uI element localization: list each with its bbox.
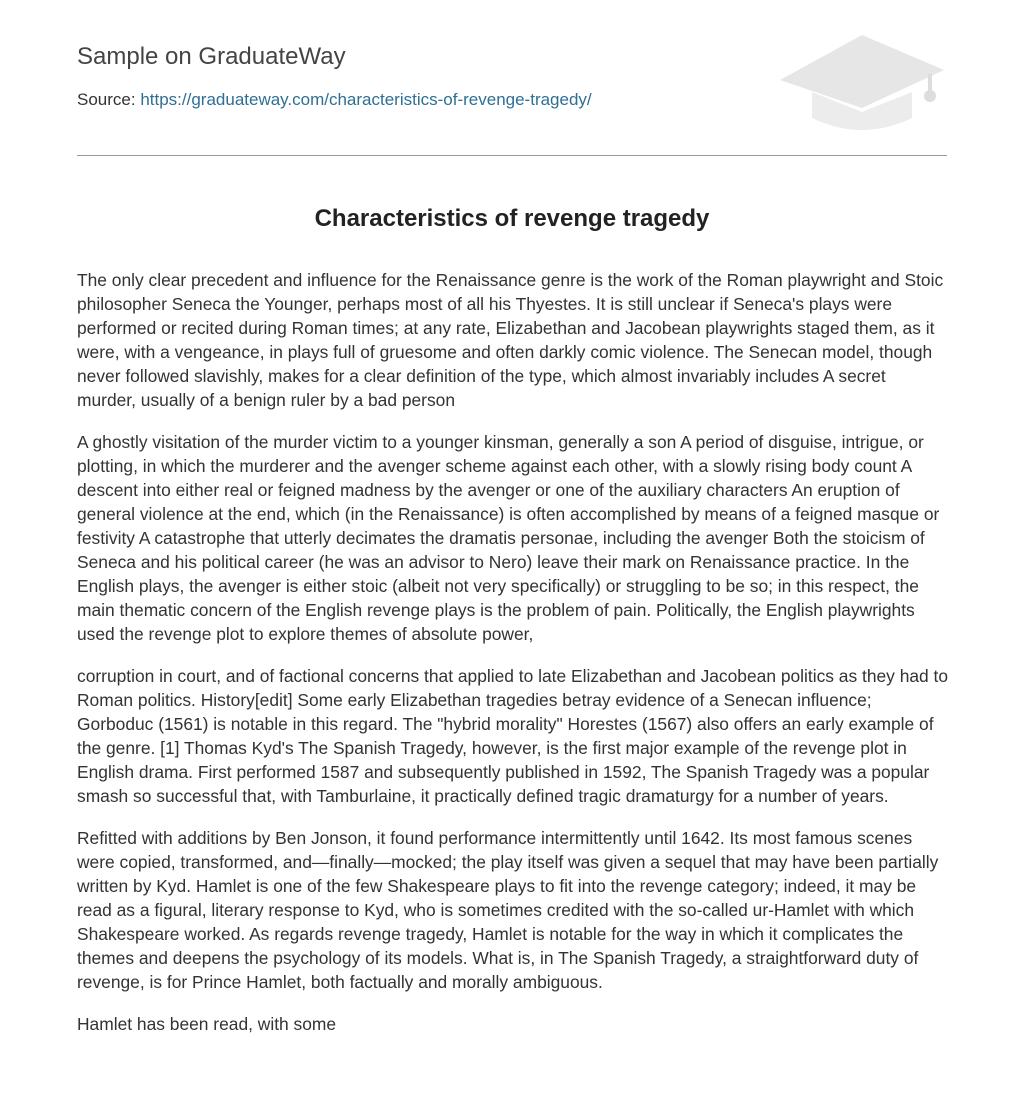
- site-title: Sample on GraduateWay: [77, 43, 346, 70]
- source-label: Source:: [77, 90, 141, 109]
- source-line: [77, 90, 592, 110]
- header-divider: [77, 155, 947, 156]
- article-paragraph: Refitted with additions by Ben Jonson, it found performance intermittently until 1642. Its most famous scenes were copied, transformed, and—finally—mocked; the play itself was given a sequel that may have been partially written by Kyd. Hamlet is one of the few Shakespeare plays to fit into the revenge category; indeed, it may be read as a figural, literary response to Kyd, who is sometimes credited with the so-called ur-Hamlet with which Shakespeare worked. As regards revenge tragedy, Hamlet is notable for the way in which it complicates the themes and deepens the psychology of its models. What is, in The Spanish Tragedy, a straightforward duty of revenge, is for Prince Hamlet, both factually and morally ambiguous.: [77, 828, 939, 992]
- graduation-cap-icon: [780, 30, 946, 134]
- article-paragraph: Hamlet has been read, with some: [77, 1014, 337, 1034]
- page-header: [77, 0, 947, 156]
- source-link[interactable]: https://graduateway.com/characteristics-of-revenge-tragedy/: [140, 90, 592, 109]
- article-paragraph: The only clear precedent and influence for the Renaissance genre is the work of the Roman playwright and Stoic philosopher Seneca the Younger, perhaps most of all his Thyestes. It is still unclear if Seneca's plays were performed or recited during Roman times; at any rate, Elizabethan and Jacobean playwrights staged them, as it were, with a vengeance, in plays full of gruesome and often darkly comic violence. The Senecan model, though never followed slavishly, makes for a clear definition of the type, which almost invariably includes A secret murder, usually of a benign ruler by a bad person: [77, 270, 944, 410]
- article-title: Characteristics of revenge tragedy: [314, 205, 710, 232]
- article-paragraph: A ghostly visitation of the murder victim to a younger kinsman, generally a son A period of disguise, intrigue, or plotting, in which the murderer and the avenger scheme against each other, with a slowly rising body count A descent into either real or feigned madness by the avenger or one of the auxiliary characters An eruption of general violence at the end, which (in the Renaissance) is often accomplished by means of a feigned masque or festivity A catastrophe that utterly decimates the dramatis personae, including the avenger Both the stoicism of Seneca and his political career (he was an advisor to Nero) leave their mark on Renaissance practice. In the English plays, the avenger is either stoic (albeit not very specifically) or struggling to be so; in this respect, the main thematic concern of the English revenge plays is the problem of pain. Politically, the English playwrights used the revenge plot to explore themes of absolute power,: [77, 432, 940, 644]
- article-paragraph: corruption in court, and of factional concerns that applied to late Elizabethan and Jacobean politics as they had to Roman politics. History[edit] Some early Elizabethan tragedies betray evidence of a Senecan influence; Gorboduc (1561) is notable in this regard. The "hybrid morality" Horestes (1567) also offers an early example of the genre. [1] Thomas Kyd's The Spanish Tragedy, however, is the first major example of the revenge plot in English drama. First performed 1587 and subsequently published in 1592, The Spanish Tragedy was a popular smash so successful that, with Tamburlaine, it practically defined tragic dramaturgy for a number of years.: [77, 666, 949, 806]
- article-body: [77, 268, 949, 1054]
